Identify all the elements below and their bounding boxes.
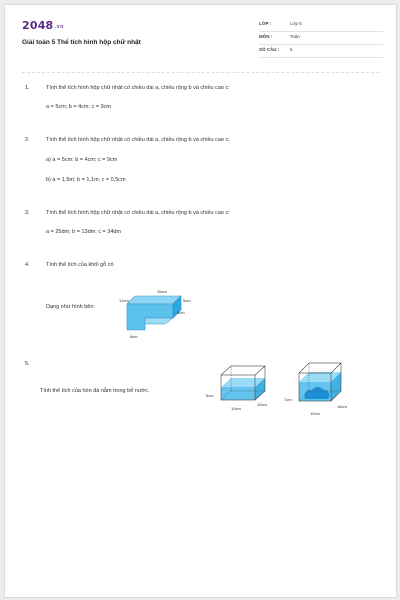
site-logo[interactable]: [22, 19, 64, 32]
header-divider: [22, 72, 379, 73]
q1-text: Tính thể tích hình hộp chữ nhật có chiều dài a, chiều rộng b và chiều cao c:: [46, 85, 230, 91]
meta-class-label: LỚP :: [259, 21, 272, 26]
wood-block-figure: [113, 283, 203, 355]
tank1-water-front: [221, 387, 255, 400]
dim-right-mid: 6cm: [177, 310, 185, 315]
tank1-height-label: 5cm: [206, 393, 214, 398]
q2-answer-b: b) a = 1,5m; b = 1,1m; c = 0,5cm: [46, 177, 126, 183]
q3-number: 3.: [25, 210, 30, 216]
tank2-top-frame: [299, 363, 341, 373]
q5-text: Tính thể tích của hòn đá nằm trong bể nước.: [40, 388, 150, 394]
page-title: Giải toán 5 Thể tích hình hộp chữ nhật: [22, 39, 141, 46]
dim-bottom: 8cm: [130, 334, 138, 339]
logo-suffix: .vn: [54, 24, 64, 30]
worksheet-page: [4, 4, 397, 598]
tank1-depth-label: 10cm: [257, 402, 267, 407]
dim-top: 15cm: [157, 289, 167, 294]
q2-text: Tính thể tích hình hộp chữ nhật có chiều dài a, chiều rộng b và chiều cao c:: [46, 137, 230, 143]
meta-count-value: 5: [290, 47, 293, 52]
meta-subject-row: [259, 31, 383, 45]
meta-class-row: [259, 18, 383, 32]
q5-number: 5.: [25, 361, 30, 367]
tank-empty-figure: [201, 359, 271, 419]
q2-number: 2.: [25, 137, 30, 143]
q4-text: Tính thể tích của khối gỗ có: [46, 262, 114, 268]
meta-count-row: [259, 44, 383, 58]
q1-number: 1.: [25, 85, 30, 91]
q3-answer: a = 25dm; b = 13dm; c = 34dm: [46, 229, 122, 235]
tank2-depth-label: 15cm: [337, 404, 347, 409]
tank2-width-label: 10cm: [310, 411, 320, 416]
logo-main: 2048: [22, 19, 54, 32]
tank1-top-frame: [221, 366, 265, 375]
block-front-face: [127, 304, 173, 330]
q4-shape-label: Dạng như hình bên:: [46, 304, 95, 310]
meta-class-value: Lớp 5: [290, 21, 302, 26]
meta-subject-label: MÔN :: [259, 34, 273, 39]
tank1-width-label: 10cm: [231, 406, 241, 411]
tank2-height-label: 7cm: [284, 397, 292, 402]
block-step-face: [145, 318, 173, 324]
dim-left: 12cm: [119, 298, 129, 303]
block-top-face: [127, 296, 181, 304]
q4-number: 4.: [25, 262, 30, 268]
tank-rock-figure: [283, 359, 355, 421]
meta-count-label: SỐ CÂU :: [259, 47, 280, 52]
dim-right-top: 5cm: [183, 298, 191, 303]
q2-answer-a: a) a = 5cm; b = 4cm; c = 9cm: [46, 157, 118, 163]
q3-text: Tính thể tích hình hộp chữ nhật có chiều dài a, chiều rộng b và chiều cao c:: [46, 210, 230, 216]
meta-subject-value: Toán: [290, 34, 300, 39]
q1-answer: a = 5cm; b = 4cm; c = 9cm: [46, 104, 111, 110]
